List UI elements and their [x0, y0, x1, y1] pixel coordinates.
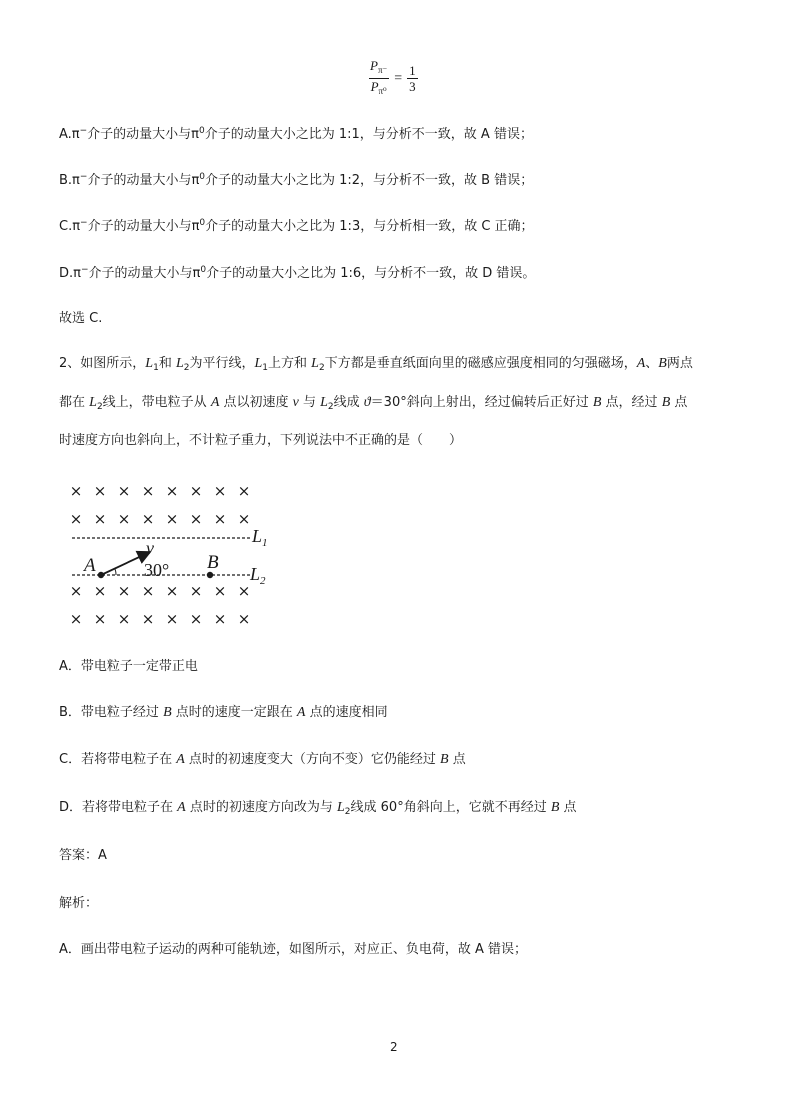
field-cross: ×	[93, 582, 107, 600]
option-a: A．带电粒子一定带正电	[59, 659, 198, 674]
label-angle: 30°	[144, 560, 170, 580]
field-cross: ×	[213, 482, 227, 500]
field-cross: ×	[69, 510, 83, 528]
prev-option-a: A.π−介子的动量大小与$\pi^0$介子的动量大小之比为 1:1，与分析不一致，故 A 错误；	[59, 126, 533, 142]
field-cross: ×	[141, 482, 155, 500]
question-line-3: 时速度方向也斜向上，不计粒子重力，下列说法中不正确的是（ ）	[59, 433, 463, 448]
option-b: B．带电粒子经过 B 点时的速度一定跟在 A 点的速度相同	[59, 705, 388, 720]
prev-option-b: B.π−介子的动量大小与$\pi^0$介子的动量大小之比为 1:2，与分析不一致，故 B 错误；	[59, 172, 534, 188]
question-line-2: 都在 $L_2$线上，带电粒子从 A 点以初速度 v 与 $L_2$线成 ϑ＝30°斜向上射出，经过偏转后正好过 B 点，经过 B 点	[59, 395, 688, 412]
label-l1: $L_1$	[252, 526, 268, 549]
field-cross: ×	[189, 582, 203, 600]
momentum-ratio-formula	[368, 58, 418, 99]
field-cross: ×	[213, 610, 227, 628]
field-cross: ×	[189, 482, 203, 500]
label-b: B	[207, 552, 219, 573]
label-a: A	[84, 555, 96, 576]
analysis-a: A．画出带电粒子运动的两种可能轨迹，如图所示，对应正、负电荷，故 A 错误；	[59, 942, 528, 957]
magnetic-field-diagram	[60, 478, 300, 628]
field-cross: ×	[141, 610, 155, 628]
label-l2: $L_2$	[250, 564, 266, 587]
field-cross: ×	[93, 610, 107, 628]
field-cross: ×	[189, 610, 203, 628]
field-cross: ×	[165, 582, 179, 600]
page-number: 2	[390, 1040, 398, 1054]
field-cross: ×	[213, 582, 227, 600]
field-cross: ×	[213, 510, 227, 528]
field-cross: ×	[237, 510, 251, 528]
formula-symbol: P	[370, 79, 379, 94]
field-cross: ×	[69, 582, 83, 600]
field-cross: ×	[189, 510, 203, 528]
field-cross: ×	[69, 482, 83, 500]
angle-arc	[115, 569, 116, 575]
answer: 答案：A	[59, 848, 107, 863]
equals-sign: =	[394, 70, 403, 86]
field-cross: ×	[237, 482, 251, 500]
field-cross: ×	[141, 510, 155, 528]
field-cross: ×	[93, 482, 107, 500]
field-cross: ×	[117, 610, 131, 628]
question-line-1: 2、如图所示，$L_1$和 $L_2$为平行线，$L_1$上方和 $L_2$下方都是垂直纸面向里的磁感应强度相同的匀强磁场，A、B两点	[59, 356, 693, 373]
left-fraction	[368, 58, 389, 99]
analysis-label: 解析：	[59, 896, 99, 911]
field-cross: ×	[237, 582, 251, 600]
fraction-denominator: 3	[409, 79, 416, 94]
field-cross: ×	[165, 510, 179, 528]
formula-subscript: π⁻	[377, 65, 388, 75]
formula-symbol: P	[370, 58, 378, 73]
prev-option-c: C.π−介子的动量大小与$\pi^0$介子的动量大小之比为 1:3，与分析相一致，故 C 正确；	[59, 218, 534, 234]
field-cross: ×	[165, 610, 179, 628]
field-cross: ×	[69, 610, 83, 628]
field-cross: ×	[93, 510, 107, 528]
formula-subscript: π⁰	[378, 86, 387, 96]
field-cross: ×	[117, 582, 131, 600]
field-cross: ×	[117, 510, 131, 528]
prev-option-d: D.π−介子的动量大小与$\pi^0$介子的动量大小之比为 1:6，与分析不一致，故 D 错误。	[59, 265, 536, 281]
right-fraction	[407, 63, 418, 94]
fraction-numerator: 1	[409, 63, 416, 78]
velocity-arrow	[101, 552, 150, 575]
option-c: C．若将带电粒子在 A 点时的初速度变大（方向不变）它仍能经过 B 点	[59, 752, 466, 767]
prev-choice: 故选 C.	[59, 311, 103, 326]
label-v: v	[146, 538, 154, 558]
option-d: D．若将带电粒子在 A 点时的初速度方向改为与 $L_2$线成 60°角斜向上，它就不再经过 B 点	[59, 800, 577, 817]
field-cross: ×	[117, 482, 131, 500]
field-cross: ×	[237, 610, 251, 628]
field-cross: ×	[165, 482, 179, 500]
field-cross: ×	[141, 582, 155, 600]
